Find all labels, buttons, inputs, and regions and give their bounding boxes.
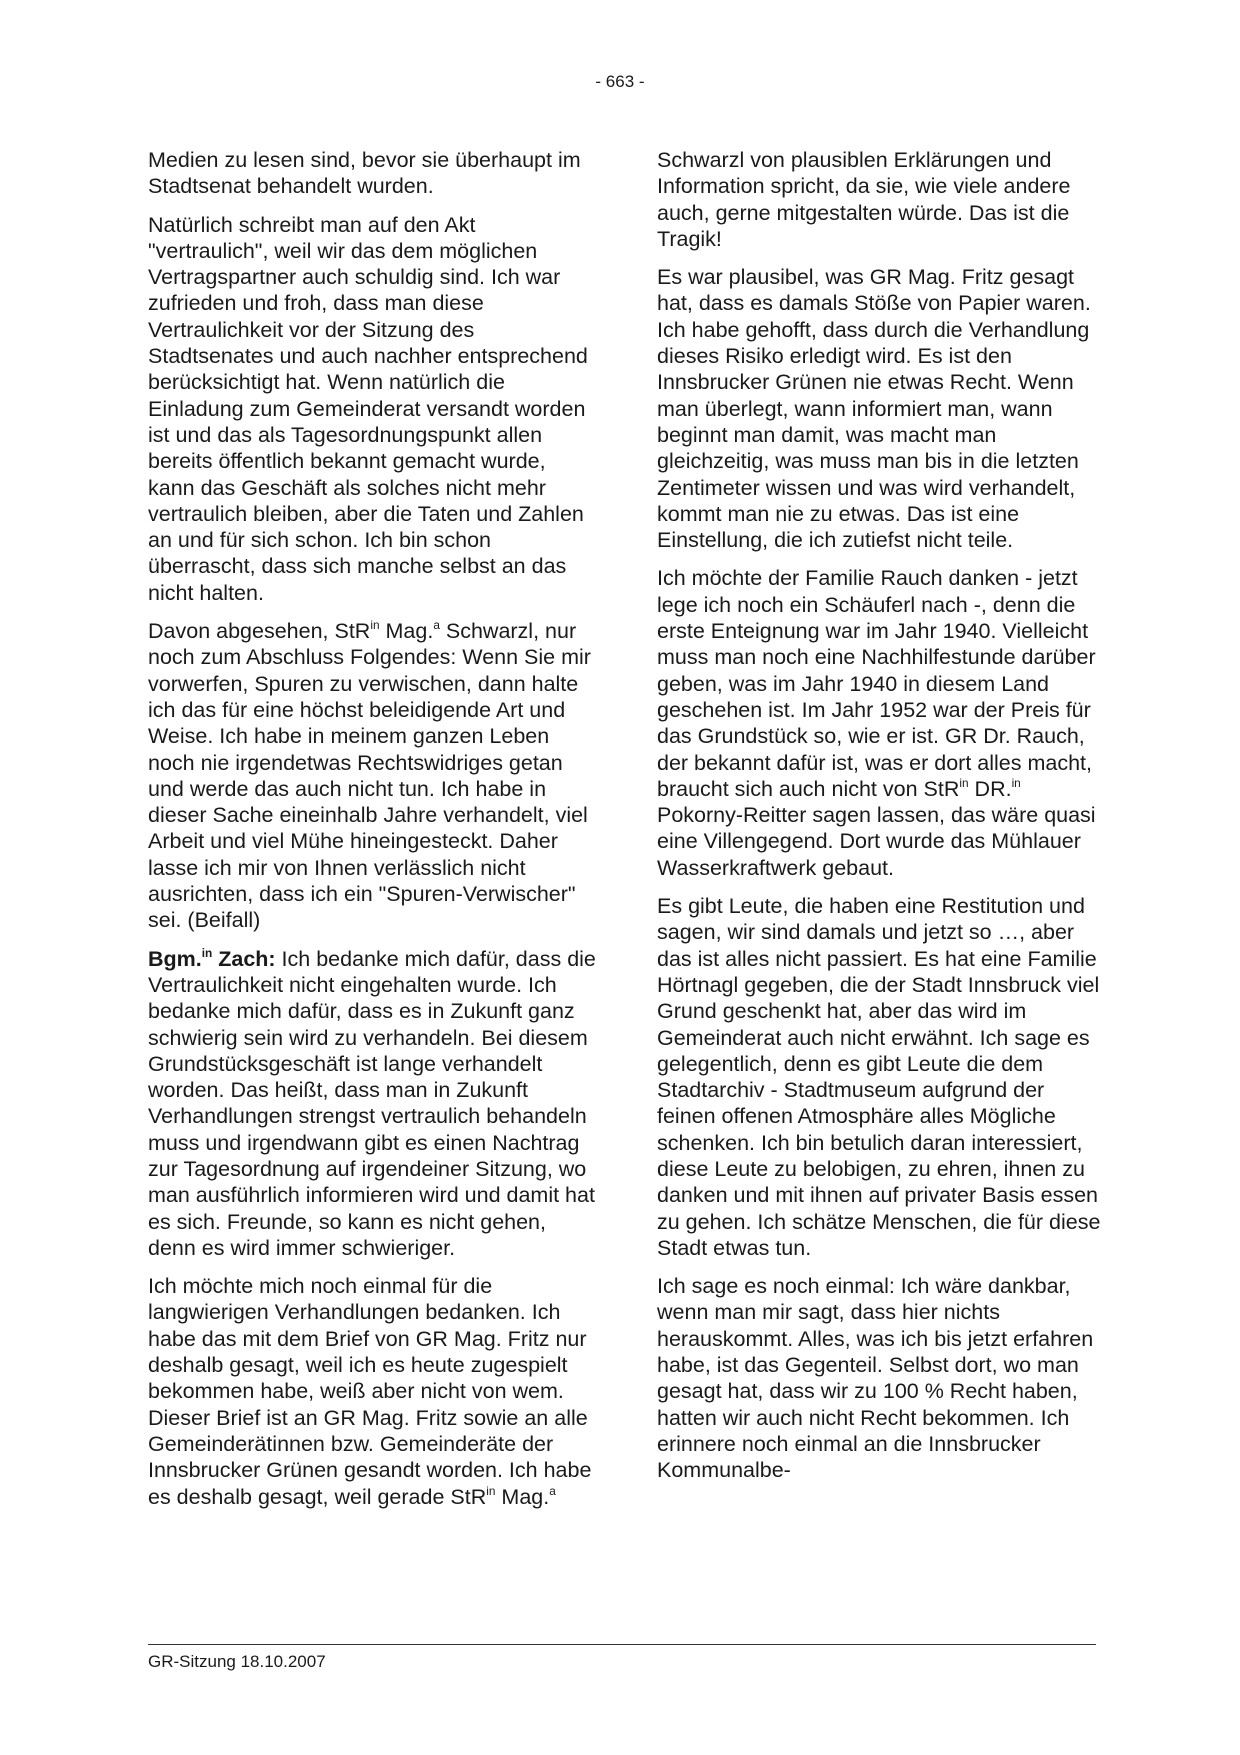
footer-text: GR-Sitzung 18.10.2007: [148, 1652, 326, 1671]
page-number: - 663 -: [595, 72, 645, 91]
paragraph: Schwarzl von plausiblen Erklärungen und Information spricht, da sie, wie viele andere auch, gerne mitgestalten würde. Das ist die Tragik!: [657, 148, 1071, 251]
superscript: a: [549, 1483, 556, 1498]
speaker-name: Bgm.$^{in}$ Zach:: [148, 945, 276, 971]
paragraph: Es war plausibel, was GR Mag. Fritz gesagt hat, dass es damals Stöße von Papier waren. Ich habe gehofft, dass durch die Verhandlung dieses Risiko erledigt wird. Es ist den Innsbrucker Grünen nie etwas Recht. Wenn man überlegt, wann informiert man, wann beginnt man damit, was macht man gleichzeitig, was muss man bis in die letzten Zentimeter wissen und was wird verhandelt, kommt man nie zu etwas. Das ist eine Einstellung, die ich zutiefst nicht teile.: [657, 265, 1091, 553]
paragraph: Ich möchte der Familie Rauch danken - jetzt lege ich noch ein Schäuferl nach -, denn die erste Enteignung war im Jahr 1940. Vielleicht muss man noch eine Nachhilfestunde darüber geben, was im Jahr 1940 in diesem Land geschehen ist. Im Jahr 1952 war der Preis für das Grundstück so, wie er ist. GR Dr. Rauch, der bekannt dafür ist, was er dort alles macht, braucht sich auch nicht von StR$^{in}$ DR.$^{in}$ Pokorny-Reitter sagen lassen, das wäre quasi eine Villengegend. Dort wurde das Mühlauer Wasserkraftwerk gebaut.: [657, 566, 1096, 880]
superscript: a: [433, 618, 440, 633]
superscript: in: [486, 1483, 496, 1498]
footer-divider: [148, 1644, 1096, 1645]
paragraph: Ich möchte mich noch einmal für die langwierigen Verhandlungen bedanken. Ich habe das mit dem Brief von GR Mag. Fritz nur deshalb gesagt, weil ich es heute zugespielt bekommen habe, weiß aber nicht von wem. Dieser Brief ist an GR Mag. Fritz sowie an alle Gemeinderätinnen bzw. Gemeinderäte der Innsbrucker Grünen gesandt worden. Ich habe es deshalb gesagt, weil gerade StR$^{in}$ Mag.$^a$: [148, 1274, 592, 1509]
paragraph: Es gibt Leute, die haben eine Restitution und sagen, wir sind damals und jetzt so …, aber das ist alles nicht passiert. Es hat eine Familie Hörtnagl gegeben, die der Stadt Innsbruck viel Grund geschenkt hat, aber das wird im Gemeinderat auch nicht erwähnt. Ich sage es gelegentlich, denn es gibt Leute die dem Stadtarchiv - Stadtmuseum aufgrund der feinen offenen Atmosphäre alles Mögliche schenken. Ich bin betulich daran interessiert, diese Leute zu belobigen, zu ehren, ihnen zu danken und mit ihnen auf privater Basis essen zu gehen. Ich schätze Menschen, die für diese Stadt etwas tun.: [657, 894, 1101, 1260]
paragraph: Medien zu lesen sind, bevor sie überhaupt im Stadtsenat behandelt wurden.: [148, 148, 581, 199]
paragraph: Bgm.$^{in}$ Zach: Ich bedanke mich dafür, dass die Vertraulichkeit nicht eingehalten wurde. Ich bedanke mich dafür, dass es in Zukunft ganz schwierig sein wird zu verhandeln. Bei diesem Grundstücksgeschäft ist lange verhandelt worden. Das heißt, dass man in Zukunft Verhandlungen strengst vertraulich behandeln muss und irgendwann gibt es einen Nachtrag zur Tagesordnung auf irgendeiner Sitzung, wo man ausführlich informieren wird und damit hat es sich. Freunde, so kann es nicht gehen, denn es wird immer schwieriger.: [148, 945, 596, 1260]
superscript: in: [1011, 775, 1021, 790]
right-column: [657, 147, 1105, 1496]
left-column: [148, 147, 596, 1522]
paragraph: Ich sage es noch einmal: Ich wäre dankbar, wenn man mir sagt, dass hier nichts herauskommt. Alles, was ich bis jetzt erfahren habe, ist das Gegenteil. Selbst dort, wo man gesagt hat, dass wir zu 100 % Recht haben, hatten wir auch nicht Recht bekommen. Ich erinnere noch einmal an die Innsbrucker Kommunalbe-: [657, 1274, 1094, 1483]
superscript: in: [959, 775, 969, 790]
paragraph: Natürlich schreibt man auf den Akt "vertraulich", weil wir das dem möglichen Vertragspartner auch schuldig sind. Ich war zufrieden und froh, dass man diese Vertraulichkeit vor der Sitzung des Stadtsenates und auch nachher entsprechend berücksichtigt hat. Wenn natürlich die Einladung zum Gemeinderat versandt worden ist und das als Tagesordnungspunkt allen bereits öffentlich bekannt gemacht wurde, kann das Geschäft als solches nicht mehr vertraulich bleiben, aber die Taten und Zahlen an und für sich schon. Ich bin schon überrascht, dass sich manche selbst an das nicht halten.: [148, 212, 588, 605]
superscript: in: [370, 618, 380, 633]
paragraph: Davon abgesehen, StR$^{in}$ Mag.$^a$ Schwarzl, nur noch zum Abschluss Folgendes: Wenn Sie mir vorwerfen, Spuren zu verwischen, dann halte ich das für eine höchst beleidigende Art und Weise. Ich habe in meinem ganzen Leben noch nie irgendetwas Rechtswidriges getan und werde das auch nicht tun. Ich habe in dieser Sache eineinhalb Jahre verhandelt, viel Arbeit und viel Mühe hineingesteckt. Daher lasse ich mir von Ihnen verlässlich nicht ausrichten, dass ich ein "Spuren-Verwischer" sei. (Beifall): [148, 618, 591, 933]
